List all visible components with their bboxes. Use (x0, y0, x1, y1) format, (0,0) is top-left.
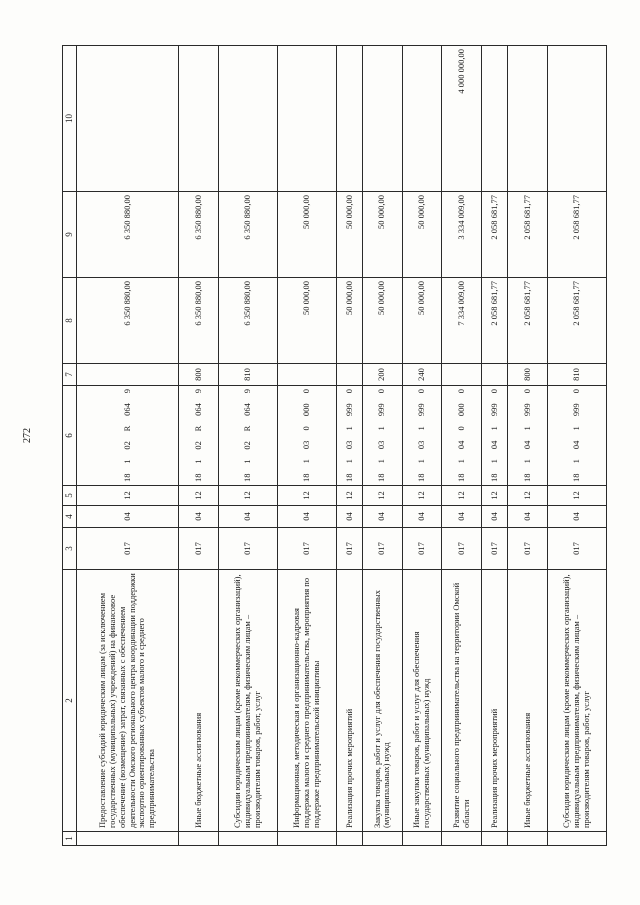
amount-col10-cell: 4 000 000,00 (442, 46, 482, 192)
target-article-part: 000 (301, 403, 312, 417)
target-article-part: 9 (242, 389, 253, 394)
expense-type-cell (482, 364, 508, 386)
target-article-cell (442, 386, 482, 486)
target-article-cell (508, 386, 548, 486)
target-article-code (345, 389, 355, 482)
expense-type-cell: 200 (362, 364, 402, 386)
target-article-part: 02 (121, 441, 132, 450)
target-article-part: 1 (343, 459, 354, 464)
grbs-code-cell: 017 (218, 528, 277, 570)
target-article-part: 9 (121, 389, 132, 394)
target-article-cell (277, 386, 336, 486)
target-article-part: 0 (455, 389, 466, 394)
amount-col9-cell: 50 000,00 (402, 192, 442, 278)
target-article-part: 999 (521, 403, 532, 417)
expense-type-cell (442, 364, 482, 386)
target-article-code (243, 389, 253, 482)
target-article-part: 0 (301, 426, 312, 431)
grbs-code-cell: 017 (547, 528, 606, 570)
target-article-part: 0 (521, 389, 532, 394)
target-article-part: 18 (416, 473, 427, 482)
amount-col9-cell: 6 350 880,00 (218, 192, 277, 278)
header-row (63, 46, 77, 846)
target-article-part: 03 (376, 440, 387, 450)
amount-col9-cell: 3 334 009,00 (442, 192, 482, 278)
target-article-part: 18 (455, 473, 466, 482)
row-blank-cell (442, 832, 482, 846)
target-article-part: 999 (571, 403, 581, 417)
amount-col10-cell (277, 46, 336, 192)
target-article-code (123, 389, 133, 482)
target-article-part: 1 (416, 426, 427, 431)
table-row (76, 46, 178, 846)
target-article-part: 18 (376, 473, 387, 482)
table-row (362, 46, 402, 846)
target-article-part: 04 (488, 440, 499, 450)
amount-col9-cell: 50 000,00 (337, 192, 363, 278)
section-code-cell: 04 (402, 506, 442, 528)
grbs-code-cell: 017 (179, 528, 219, 570)
target-article-part: 04 (455, 440, 466, 450)
target-article-part: 02 (192, 441, 203, 450)
target-article-part: 999 (343, 403, 354, 417)
row-blank-cell (76, 832, 178, 846)
table-row (337, 46, 363, 846)
header-cell-5: 5 (63, 486, 77, 506)
target-article-part: 1 (488, 459, 499, 464)
target-article-part: 064 (192, 403, 203, 416)
table-row (508, 46, 548, 846)
amount-col10-cell (179, 46, 219, 192)
amount-col9-cell: 2 058 681,77 (508, 192, 548, 278)
grbs-code-cell: 017 (508, 528, 548, 570)
amount-col9-cell: 50 000,00 (277, 192, 336, 278)
subsection-code-cell: 12 (547, 486, 606, 506)
target-article-part: 02 (242, 441, 253, 450)
subsection-code-cell: 12 (218, 486, 277, 506)
table-row (482, 46, 508, 846)
section-code-cell: 04 (76, 506, 178, 528)
section-code-cell: 04 (179, 506, 219, 528)
target-article-part: 0 (376, 389, 387, 394)
target-article-cell (547, 386, 606, 486)
target-article-part: 04 (521, 440, 532, 450)
target-article-part: R (121, 425, 132, 432)
target-article-part: 1 (521, 459, 532, 464)
target-article-cell (179, 386, 219, 486)
grbs-code-cell: 017 (337, 528, 363, 570)
target-article-part: R (192, 425, 203, 432)
row-name-cell: Закупка товаров, работ и услуг для обеспечения государственных (муниципальных) нужд (362, 570, 402, 832)
section-code-cell: 04 (508, 506, 548, 528)
target-article-cell (337, 386, 363, 486)
subsection-code-cell: 12 (508, 486, 548, 506)
amount-col10-cell (362, 46, 402, 192)
section-code-cell: 04 (482, 506, 508, 528)
target-article-part: 04 (571, 440, 581, 450)
amount-col10-cell (218, 46, 277, 192)
grbs-code-cell: 017 (442, 528, 482, 570)
amount-col10-cell (547, 46, 606, 192)
grbs-code-cell: 017 (76, 528, 178, 570)
grbs-code-cell: 017 (277, 528, 336, 570)
row-name-cell: Субсидии юридическим лицам (кроме некоммерческих организаций), индивидуальным предпринимателям, физическим лицам – производителям товаров, работ, услуг (218, 570, 277, 832)
header-cell-9: 9 (63, 192, 77, 278)
amount-col8-cell: 2 058 681,77 (508, 278, 548, 364)
header-cell-10: 10 (63, 46, 77, 192)
amount-col8-cell: 6 350 880,00 (76, 278, 178, 364)
header-cell-1: 1 (63, 832, 77, 846)
header-cell-2: 2 (63, 570, 77, 832)
amount-col8-cell: 2 058 681,77 (482, 278, 508, 364)
target-article-code (377, 389, 387, 482)
amount-col10-cell (402, 46, 442, 192)
grbs-code-cell: 017 (362, 528, 402, 570)
subsection-code-cell: 12 (277, 486, 336, 506)
table-body (63, 46, 607, 846)
target-article-code (490, 389, 500, 482)
expense-type-cell: 800 (508, 364, 548, 386)
section-code-cell: 04 (442, 506, 482, 528)
target-article-part: 9 (192, 389, 203, 394)
subsection-code-cell: 12 (402, 486, 442, 506)
target-article-part: 064 (242, 403, 253, 416)
target-article-part: 0 (488, 389, 499, 394)
target-article-part: 1 (521, 426, 532, 431)
target-article-part: 1 (121, 459, 132, 464)
amount-col9-cell: 6 350 880,00 (179, 192, 219, 278)
amount-col9-cell: 2 058 681,77 (482, 192, 508, 278)
row-name-cell: Предоставление субсидий юридическим лицам (за исключением государственных (муниципальных) учреждений) на финансовое обеспечение (возмещение) затрат, связанных с обеспечением деятельности Омского регионального центра координации поддержки экспортно ориентированных субъектов малого и среднего предпринимательства (76, 570, 178, 832)
table-row (277, 46, 336, 846)
header-cell-6: 6 (63, 386, 77, 486)
table-row (402, 46, 442, 846)
row-name-cell: Реализация прочих мероприятий (482, 570, 508, 832)
target-article-part: R (242, 425, 253, 432)
amount-col10-cell (482, 46, 508, 192)
subsection-code-cell: 12 (179, 486, 219, 506)
amount-col8-cell: 7 334 009,00 (442, 278, 482, 364)
header-cell-8: 8 (63, 278, 77, 364)
section-code-cell: 04 (277, 506, 336, 528)
target-article-part: 0 (301, 389, 312, 394)
amount-col10-cell (337, 46, 363, 192)
grbs-code-cell: 017 (402, 528, 442, 570)
target-article-part: 18 (192, 473, 203, 482)
target-article-part: 0 (571, 389, 581, 394)
target-article-cell (76, 386, 178, 486)
amount-col8-cell: 50 000,00 (277, 278, 336, 364)
target-article-part: 1 (488, 426, 499, 431)
target-article-part: 999 (488, 403, 499, 417)
target-article-code (417, 389, 427, 482)
amount-col10-cell (508, 46, 548, 192)
expense-type-cell: 810 (547, 364, 606, 386)
row-name-cell: Иные закупки товаров, работ и услуг для обеспечения государственных (муниципальных) нужд (402, 570, 442, 832)
target-article-part: 1 (571, 426, 581, 431)
target-article-part: 1 (301, 459, 312, 464)
row-name-cell: Иные бюджетные ассигнования (179, 570, 219, 832)
header-cell-3: 3 (63, 528, 77, 570)
expense-type-cell: 800 (179, 364, 219, 386)
target-article-code (523, 389, 533, 482)
row-name-cell: Развитие социального предпринимательства на территории Омской области (442, 570, 482, 832)
target-article-part: 0 (416, 389, 427, 394)
target-article-part: 1 (455, 459, 466, 464)
amount-col8-cell: 6 350 880,00 (218, 278, 277, 364)
target-article-part: 1 (242, 459, 253, 464)
target-article-cell (362, 386, 402, 486)
target-article-part: 1 (376, 426, 387, 431)
page-number: 272 (22, 428, 33, 443)
row-name-cell: Иные бюджетные ассигнования (508, 570, 548, 832)
row-blank-cell (402, 832, 442, 846)
row-blank-cell (337, 832, 363, 846)
section-code-cell: 04 (547, 506, 606, 528)
row-name-cell: Субсидии юридическим лицам (кроме некоммерческих организаций), индивидуальным предпринимателям, физическим лицам – производителям товаров, работ, услуг (547, 570, 606, 832)
subsection-code-cell: 12 (482, 486, 508, 506)
row-blank-cell (547, 832, 606, 846)
target-article-code (572, 389, 582, 482)
target-article-part: 03 (416, 440, 427, 450)
expense-type-cell (277, 364, 336, 386)
amount-col10-cell (76, 46, 178, 192)
target-article-part: 18 (242, 473, 253, 482)
target-article-part: 1 (416, 459, 427, 464)
target-article-part: 18 (488, 473, 499, 482)
expense-type-cell: 240 (402, 364, 442, 386)
target-article-part: 1 (571, 459, 581, 464)
target-article-part: 18 (571, 473, 581, 482)
row-blank-cell (362, 832, 402, 846)
amount-col8-cell: 50 000,00 (402, 278, 442, 364)
section-code-cell: 04 (218, 506, 277, 528)
amount-col8-cell: 50 000,00 (362, 278, 402, 364)
table-row (179, 46, 219, 846)
table-row (218, 46, 277, 846)
document-table-wrapper (62, 46, 607, 846)
target-article-part: 999 (416, 403, 427, 417)
expense-type-cell: 810 (218, 364, 277, 386)
target-article-part: 000 (455, 403, 466, 417)
target-article-code (457, 389, 467, 482)
row-name-cell: Информационная, методическая и организационно-кадровая поддержка малого и среднего предпринимательства, мероприятия по поддержке предпринимательской инициативы (277, 570, 336, 832)
amount-col9-cell: 2 058 681,77 (547, 192, 606, 278)
budget-table (62, 45, 607, 846)
target-article-part: 18 (521, 473, 532, 482)
amount-col8-cell: 2 058 681,77 (547, 278, 606, 364)
target-article-part: 03 (301, 440, 312, 450)
amount-col8-cell: 50 000,00 (337, 278, 363, 364)
target-article-cell (402, 386, 442, 486)
target-article-code (302, 389, 312, 482)
target-article-part: 18 (343, 473, 354, 482)
target-article-code (194, 389, 204, 482)
table-row (547, 46, 606, 846)
target-article-part: 1 (192, 459, 203, 464)
header-cell-4: 4 (63, 506, 77, 528)
target-article-part: 0 (455, 426, 466, 431)
target-article-part: 064 (121, 403, 132, 416)
expense-type-cell (337, 364, 363, 386)
section-code-cell: 04 (337, 506, 363, 528)
subsection-code-cell: 12 (362, 486, 402, 506)
amount-col9-cell: 6 350 880,00 (76, 192, 178, 278)
target-article-part: 0 (343, 389, 354, 394)
subsection-code-cell: 12 (76, 486, 178, 506)
target-article-part: 18 (301, 473, 312, 482)
target-article-part: 1 (343, 426, 354, 431)
row-blank-cell (179, 832, 219, 846)
target-article-part: 1 (376, 459, 387, 464)
target-article-part: 999 (376, 403, 387, 417)
expense-type-cell (76, 364, 178, 386)
target-article-cell (482, 386, 508, 486)
target-article-part: 18 (121, 473, 132, 482)
target-article-cell (218, 386, 277, 486)
header-cell-7: 7 (63, 364, 77, 386)
row-name-cell: Реализация прочих мероприятий (337, 570, 363, 832)
amount-col9-cell: 50 000,00 (362, 192, 402, 278)
amount-col8-cell: 6 350 880,00 (179, 278, 219, 364)
row-blank-cell (218, 832, 277, 846)
row-blank-cell (277, 832, 336, 846)
section-code-cell: 04 (362, 506, 402, 528)
target-article-part: 03 (343, 440, 354, 450)
subsection-code-cell: 12 (337, 486, 363, 506)
subsection-code-cell: 12 (442, 486, 482, 506)
table-row (442, 46, 482, 846)
grbs-code-cell: 017 (482, 528, 508, 570)
row-blank-cell (508, 832, 548, 846)
row-blank-cell (482, 832, 508, 846)
